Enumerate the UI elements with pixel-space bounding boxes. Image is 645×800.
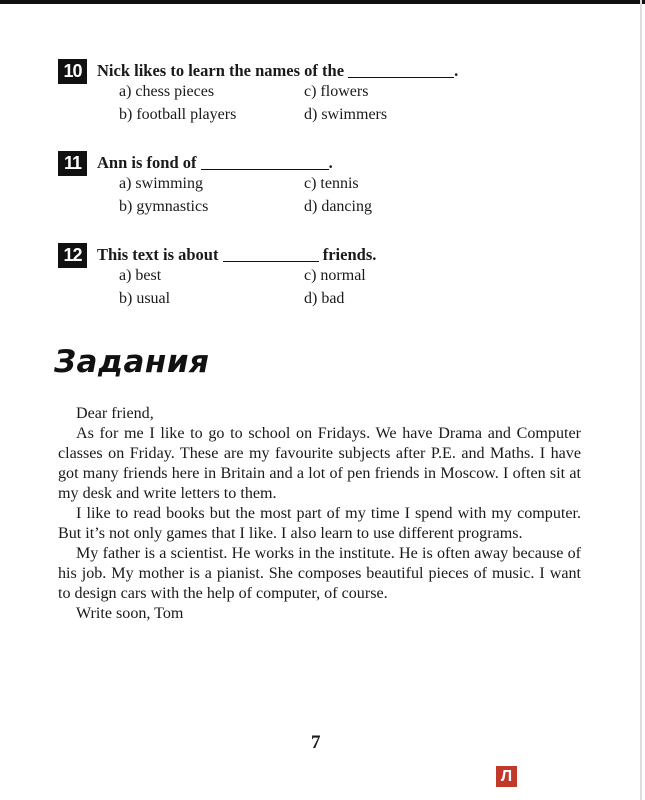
option-c: c) normal [304, 267, 366, 284]
letter-paragraph: I like to read books but the most part of my time I spend with my computer. But it’s not only games that I like. I also learn to use different programs. [58, 505, 581, 542]
publisher-logo-icon: Л [496, 766, 517, 787]
question-11 [58, 151, 598, 215]
letter-text [58, 404, 581, 624]
question-number-badge: 11 [58, 151, 87, 176]
question-text: Ann is fond of . [97, 153, 333, 172]
section-title: Задания [54, 344, 210, 380]
answer-blank [348, 77, 454, 78]
option-b: b) gymnastics [119, 198, 209, 215]
option-a: a) best [119, 267, 162, 284]
question-number-badge: 12 [58, 243, 87, 268]
option-b: b) football players [119, 106, 237, 123]
option-c: c) tennis [304, 175, 359, 192]
question-12 [58, 243, 598, 307]
letter-paragraph: As for me I like to go to school on Fridays. We have Drama and Computer classes on Friday. These are my favourite subjects after P.E. and Maths. I have got many friends here in Britain and a lot of pen friends in Moscow. I often sit at my desk and write letters to them. [58, 425, 581, 502]
option-a: a) swimming [119, 175, 203, 192]
letter-paragraph: My father is a scientist. He works in the institute. He is often away because of his job. My mother is a pianist. She composes beautiful pieces of music. I want to design cars with the help of computer, of course. [58, 545, 581, 602]
option-a: a) chess pieces [119, 83, 215, 100]
option-d: d) bad [304, 290, 345, 307]
question-text: Nick likes to learn the names of the . [97, 61, 459, 80]
answer-blank [201, 169, 329, 170]
question-number-badge: 10 [58, 59, 87, 84]
option-d: d) swimmers [304, 106, 388, 123]
question-text: This text is about friends. [97, 245, 377, 264]
option-c: c) flowers [304, 83, 369, 100]
question-10 [58, 59, 598, 123]
page-number: 7 [311, 732, 321, 753]
option-b: b) usual [119, 290, 171, 307]
option-d: d) dancing [304, 198, 372, 215]
letter-greeting: Dear friend, [76, 405, 154, 422]
letter-signoff: Write soon, Tom [76, 605, 184, 622]
page-top-border [0, 0, 645, 4]
page-right-edge [640, 0, 642, 800]
answer-blank [223, 261, 319, 262]
